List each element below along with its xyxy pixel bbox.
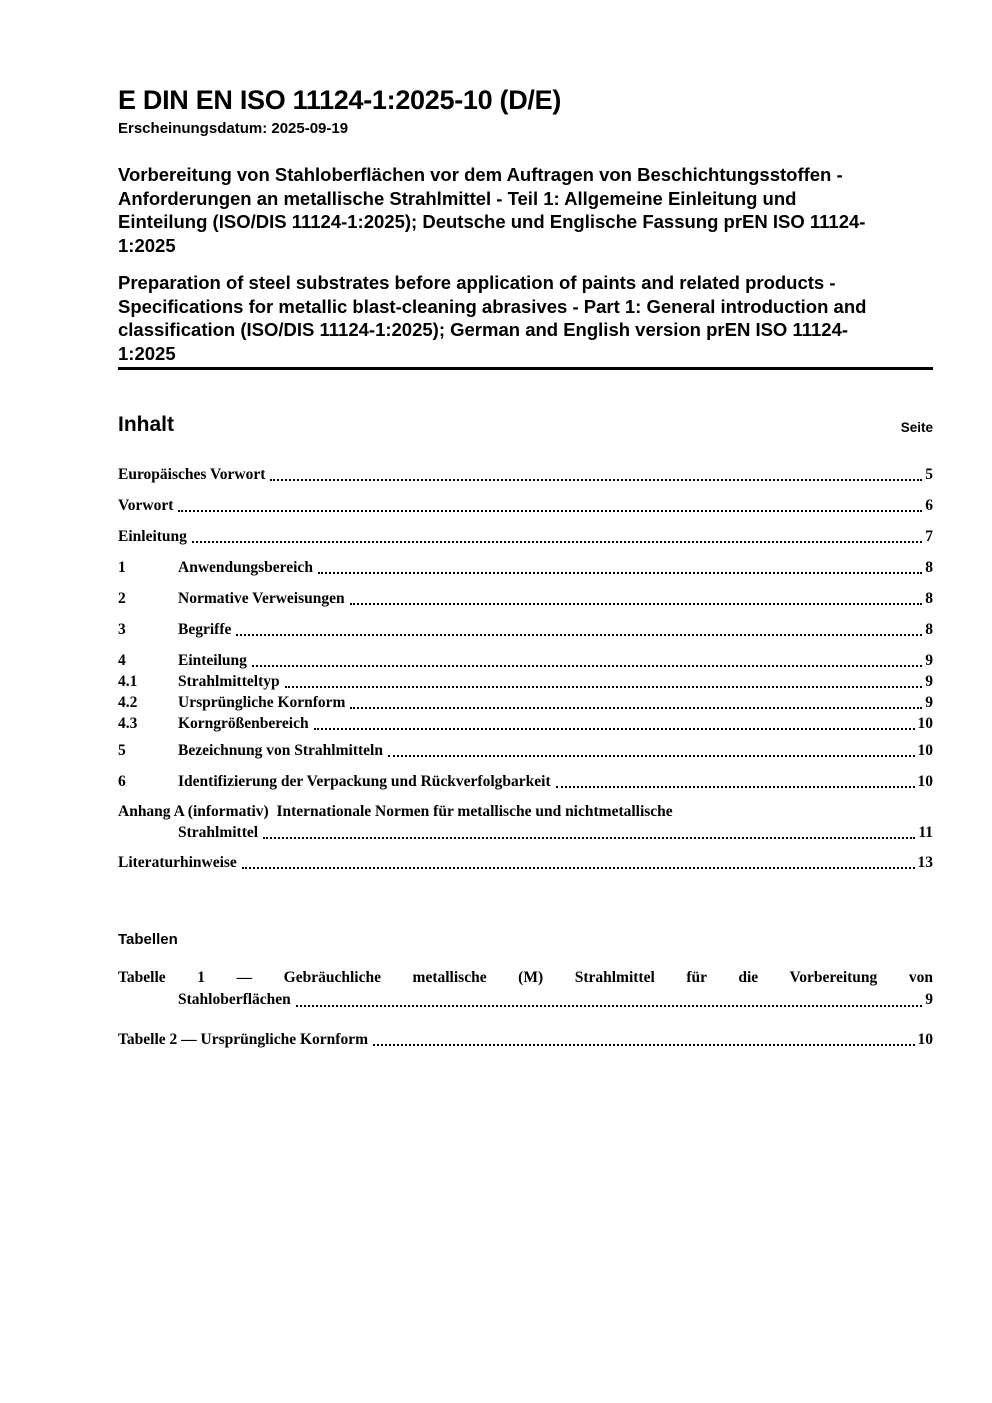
dot-leader [236,634,922,636]
toc-entry-label: Europäisches Vorwort [118,466,266,483]
toc-entry-page: 5 [925,466,933,483]
toc-subentry [118,672,933,692]
toc-entry [118,527,933,547]
dot-leader [285,686,923,688]
toc-entry-page: 9 [925,694,933,711]
dot-leader [350,707,922,709]
toc-entry-page: 7 [925,528,933,545]
toc-entry-label: Vorwort [118,497,174,514]
title-english [118,271,933,365]
title-german-line: Vorbereitung von Stahloberflächen vor dem Auftragen von Beschichtungsstoffen - [118,164,843,185]
dot-leader [373,1044,914,1046]
toc-entry-page: 8 [925,621,933,638]
document-number-title: E DIN EN ISO 11124-1:2025-10 (D/E) [118,85,562,115]
toc-entry-label: Ursprüngliche Kornform [178,694,346,711]
dot-leader [296,1005,922,1007]
dot-leader [192,541,922,543]
toc-entry [118,558,933,578]
toc-entry-number: 6 [118,773,126,790]
toc-entry-label: Einleitung [118,528,187,545]
toc-entry [118,589,933,609]
tables-section-heading: Tabellen [118,931,178,948]
title-german-line: 1:2025 [118,234,176,256]
toc-entry [118,853,933,873]
toc-header-row [118,414,933,436]
toc-entry-label: Anhang A (informativ) Internationale Normen für metallische und nichtmetallische [118,803,673,820]
toc-entry-label: Begriffe [178,621,232,638]
toc-entry-label: Anwendungsbereich [178,559,313,576]
title-german [118,163,933,257]
toc-entry-page: 13 [917,854,933,871]
toc-entry-label: Literaturhinweise [118,854,237,871]
dot-leader [270,479,922,481]
toc-entry-label: Strahlmitteltyp [178,673,280,690]
table-entry-page: 10 [917,1031,933,1048]
dot-leader [252,665,922,667]
table-of-contents [118,465,933,873]
dot-leader [350,603,923,605]
toc-entry-label: Strahlmittel [178,824,259,841]
toc-entry-page: 6 [925,497,933,514]
table-entry-page: 9 [925,991,933,1008]
toc-entry-number: 3 [118,621,126,638]
toc-entry-number: 4 [118,652,126,669]
dot-leader [263,837,915,839]
toc-entry [118,465,933,485]
toc-subentry [118,714,933,734]
dot-leader [242,867,915,869]
toc-entry-number: 4.1 [118,673,138,690]
title-german-line: Einteilung (ISO/DIS 11124-1:2025); Deutsche und Englische Fassung prEN ISO 11124- [118,211,866,232]
dot-leader [556,786,915,788]
toc-entry-annex [118,801,933,843]
toc-entry-page: 9 [925,652,933,669]
title-english-line: Specifications for metallic blast-cleaning abrasives - Part 1: General introduction and [118,295,867,317]
title-english-line: Preparation of steel substrates before application of paints and related products - [118,272,836,293]
toc-entry-page: 8 [925,590,933,607]
tables-list [118,967,933,1050]
toc-entry-label: Einteilung [178,652,247,669]
toc-heading: Inhalt [118,413,174,436]
title-english-line: classification (ISO/DIS 11124-1:2025); German and English version prEN ISO 11124- [118,319,849,340]
toc-entry-page: 9 [925,673,933,690]
toc-entry-page: 10 [917,773,933,790]
title-german-line: Anforderungen an metallische Strahlmittel - Teil 1: Allgemeine Einleitung und [118,187,797,209]
publication-date: Erscheinungsdatum: 2025-09-19 [118,120,349,137]
table-entry-label: Tabelle 1 — Gebräuchliche metallische (M) Strahlmittel für die Vorbereitung von [118,969,933,986]
toc-entry-continuation [178,822,933,843]
toc-entry-number: 4.3 [118,715,138,732]
toc-entry-number: 1 [118,559,126,576]
toc-entry-number: 5 [118,742,126,759]
dot-leader [318,572,922,574]
toc-entry-number: 2 [118,590,126,607]
toc-entry-number: 4.2 [118,694,138,711]
dot-leader [314,728,915,730]
dot-leader [388,755,915,757]
toc-entry-page: 10 [917,715,933,732]
toc-entry [118,651,933,671]
page-content [118,0,933,1050]
toc-entry-page: 11 [918,824,933,841]
toc-entry-label: Normative Verweisungen [178,590,345,607]
toc-entry-label: Bezeichnung von Strahlmitteln [178,742,383,759]
toc-entry [118,620,933,640]
toc-entry-label: Identifizierung der Verpackung und Rückverfolgbarkeit [178,773,551,790]
toc-entry [118,741,933,761]
toc-entry [118,496,933,516]
title-english-line: 1:2025 [118,342,176,364]
toc-entry [118,772,933,792]
table-entry [118,1030,933,1050]
title-divider [118,367,933,370]
toc-entry-page: 10 [917,742,933,759]
toc-entry-label: Korngrößenbereich [178,715,309,732]
toc-page-column-label: Seite [900,420,933,435]
toc-entry-page: 8 [925,559,933,576]
table-entry-continuation [178,989,933,1011]
dot-leader [178,510,922,512]
table-entry [118,967,933,1011]
table-entry-label: Stahloberflächen [178,991,291,1008]
toc-subentry [118,693,933,713]
table-entry-label: Tabelle 2 — Ursprüngliche Kornform [118,1031,369,1048]
